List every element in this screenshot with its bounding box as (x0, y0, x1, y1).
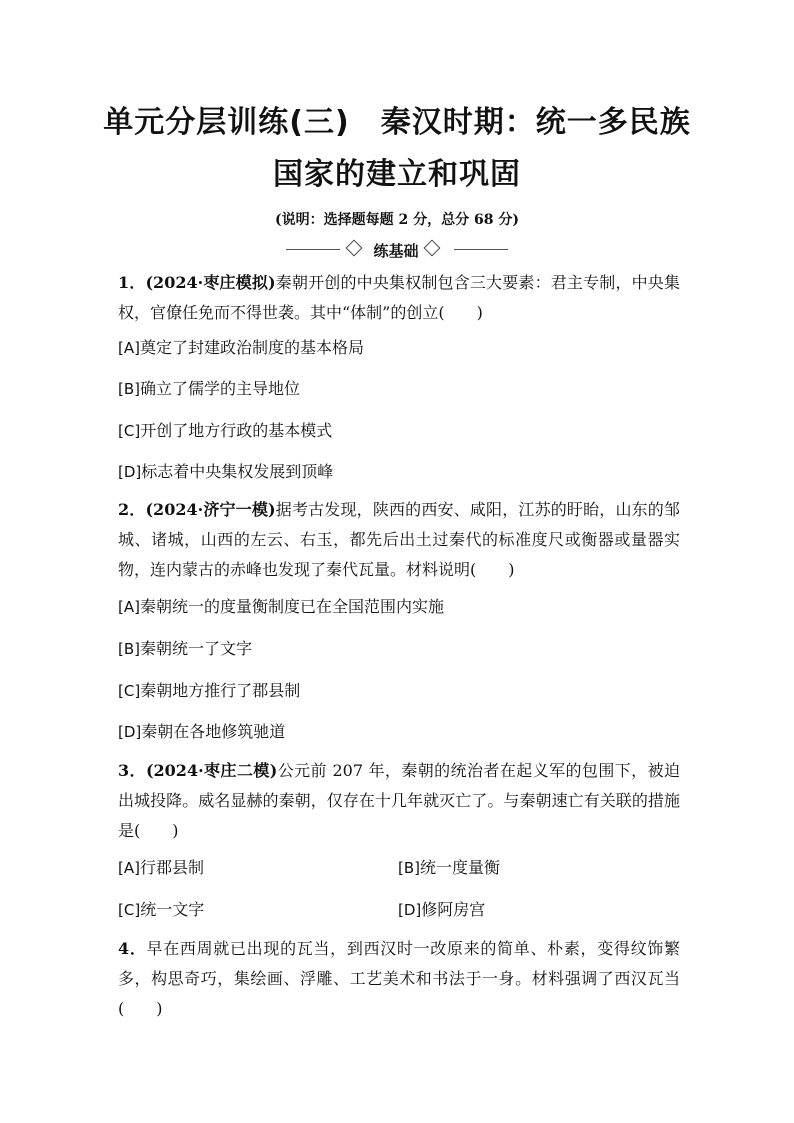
option-d (118, 721, 285, 743)
option-text: 秦朝在各地修筑驰道 (141, 722, 286, 741)
option-text: 确立了儒学的主导地位 (140, 379, 301, 398)
instructions-note: (说明：选择题每题 2 分，总分 68 分) (275, 212, 519, 228)
option-tag: [D] (398, 901, 422, 919)
option-text: 奠定了封建政治制度的基本格局 (139, 338, 364, 357)
option-c (118, 899, 204, 921)
option-text: 秦朝统一了文字 (140, 639, 253, 658)
question-text: 早在西周就已出现的瓦当，到西汉时一改原来的简单、朴素，变得纹饰繁多，构思奇巧，集绘画、浮雕、工艺美术和书法于一身。材料强调了西汉瓦当( ) (118, 939, 680, 1018)
option-tag: [C] (118, 422, 141, 440)
option-tag: [C] (118, 901, 141, 919)
option-a (118, 596, 444, 618)
question-source: (2024·枣庄二模) (145, 761, 278, 780)
diamond-icon (424, 240, 441, 257)
option-d (398, 899, 485, 921)
option-tag: [B] (118, 380, 140, 398)
option-tag: [A] (118, 859, 140, 877)
question-source: (2024·济宁一模) (145, 500, 276, 519)
question-text: 据考古发现，陕西的西安、咸阳，江苏的盱眙，山东的邹城、诸城，山西的左云、右玉，都先后出土过秦代的标准度尺或衡器或量器实物，连内蒙古的赤峰也发现了秦代瓦量。材料说明( ) (118, 500, 680, 579)
option-text: 秦朝地方推行了郡县制 (140, 681, 301, 700)
option-text: 统一度量衡 (420, 858, 501, 877)
option-text: 统一文字 (140, 900, 205, 919)
option-b (118, 378, 300, 400)
page-title-line2: 国家的建立和巩固 (273, 157, 521, 192)
question-source: (2024·枣庄模拟) (145, 273, 276, 292)
option-text: 秦朝统一的度量衡制度已在全国范围内实施 (139, 597, 444, 616)
question-number: 4． (118, 939, 147, 958)
divider-line-left (286, 249, 340, 250)
option-tag: [D] (118, 463, 142, 481)
option-b (118, 638, 252, 660)
question-3-stem (118, 756, 680, 846)
question-number: 3． (118, 761, 146, 780)
option-text: 行郡县制 (139, 858, 204, 877)
option-tag: [A] (118, 598, 140, 616)
question-1-stem (118, 268, 680, 328)
page-title: 单元分层训练(三) 秦汉时期：统一多民族 (103, 105, 691, 140)
option-tag: [A] (118, 339, 140, 357)
question-text: 秦朝开创的中央集权制包含三大要素：君主专制，中央集权，官僚任免而不得世袭。其中“体制”的创立( ) (118, 273, 680, 322)
section-divider (286, 239, 508, 259)
option-a (118, 857, 204, 879)
option-text: 标志着中央集权发展到顶峰 (141, 462, 334, 481)
question-number: 1． (118, 273, 146, 292)
option-tag: [C] (118, 682, 141, 700)
option-tag: [B] (118, 640, 140, 658)
option-c (118, 680, 300, 702)
option-c (118, 420, 332, 442)
option-a (118, 337, 364, 359)
question-number: 2． (118, 500, 146, 519)
question-2-stem (118, 495, 680, 585)
section-label: 练基础 (373, 242, 419, 260)
option-tag: [B] (398, 859, 420, 877)
option-tag: [D] (118, 723, 142, 741)
question-4-stem (118, 934, 680, 1024)
option-b (398, 857, 500, 879)
diamond-icon (346, 240, 363, 257)
divider-line-right (454, 249, 508, 250)
option-text: 开创了地方行政的基本模式 (140, 421, 333, 440)
question-text: 公元前 207 年，秦朝的统治者在起义军的包围下，被迫出城投降。威名显赫的秦朝，仅存在十几年就灭亡了。与秦朝速亡有关联的措施是( ) (118, 761, 680, 840)
option-d (118, 461, 333, 483)
option-text: 修阿房宫 (421, 900, 486, 919)
